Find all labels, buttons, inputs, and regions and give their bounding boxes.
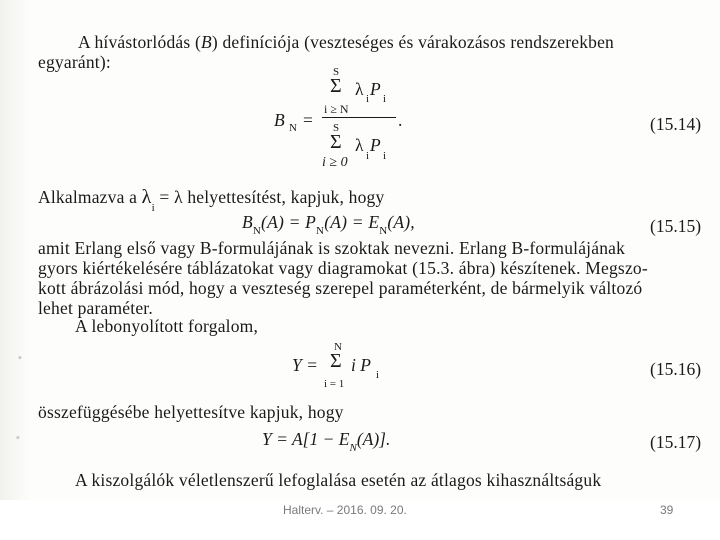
footer-text: Halterv. – 2016. 09. 20. <box>283 503 407 517</box>
fraction-bar <box>322 117 396 118</box>
eq-num-P: P <box>370 79 381 99</box>
scan-smudge: ▪ <box>18 352 22 364</box>
eq16-upper: N <box>334 341 342 353</box>
equation-number-15-16: (15.16) <box>650 359 702 379</box>
page-number: 39 <box>660 503 674 517</box>
eq16-sub: i <box>376 369 380 381</box>
eq16-sum: Σ <box>330 350 342 372</box>
eq-dot: . <box>398 110 403 130</box>
paragraph-line-1: amit Erlang első vagy B-formulájának is szoktak nevezni. Erlang B-formulájának <box>38 238 626 258</box>
eq-lhs-B: B <box>274 110 285 130</box>
paragraph-line-2: gyors kiértékelésére táblázatokat vagy diagramokat (15.3. ábra) készítenek. Megszo- <box>38 258 648 278</box>
eq-num-upper: S <box>333 66 340 78</box>
scan-smudge: ▪ <box>16 432 20 444</box>
text-line-1: A hívástorlódás (B) definíciója (veszteséges és várakozásos rendszerekben <box>78 32 615 52</box>
eq-den-lambda: λ <box>355 135 364 155</box>
eq-equals: = <box>303 110 314 130</box>
eq-num-sub-i1: i <box>366 93 370 105</box>
eq16-lower: i = 1 <box>324 378 345 390</box>
eq-den-lower: i ≥ 0 <box>322 155 348 170</box>
text-line-2: egyaránt): <box>38 52 111 72</box>
eq-num-sub-i2: i <box>383 93 387 105</box>
scan-left-edge <box>0 0 30 500</box>
paragraph-line-3: kott ábrázolási mód, hogy a veszteség szerepel paraméterként, de bármelyik változó <box>38 278 643 298</box>
eq-num-lambda: λ <box>355 79 364 99</box>
equation-15-15: $B_N(A) = P_N(A) = E_N(A)$, <box>242 212 415 237</box>
paragraph-line-4: lehet paraméter. <box>38 298 153 318</box>
eq-num-sum: Σ <box>330 75 342 97</box>
eq-num-lower: i ≥ N <box>324 102 349 116</box>
text-osszefugges: összefüggésébe helyettesítve kapjuk, hogy <box>38 402 344 422</box>
eq-den-sub-i2: i <box>383 150 387 162</box>
equation-number-15-15: (15.15) <box>650 216 702 236</box>
eq-den-sum: Σ <box>330 131 342 153</box>
text-line-3: Alkalmazva a $\lambda_i = \lambda$ helyettesítést, kapjuk, hogy <box>38 186 385 214</box>
eq-den-sub-i1: i <box>366 150 370 162</box>
eq16-body: i P <box>351 355 371 375</box>
eq-lhs-sub: N <box>289 122 297 134</box>
equation-15-17: $Y = A[1 - E_N(A)]$. <box>262 429 391 454</box>
equation-number-15-14: (15.14) <box>650 114 702 134</box>
eq-den-P: P <box>370 135 381 155</box>
text-forgalom: A lebonyolított forgalom, <box>75 316 259 336</box>
text-last-line: A kiszolgálók véletlenszerű lefoglalása esetén az átlagos kihasználtságuk <box>75 470 602 490</box>
eq-den-upper: S <box>333 122 340 134</box>
equation-number-15-17: (15.17) <box>650 432 702 452</box>
eq16-lhs: Y = <box>292 355 318 375</box>
